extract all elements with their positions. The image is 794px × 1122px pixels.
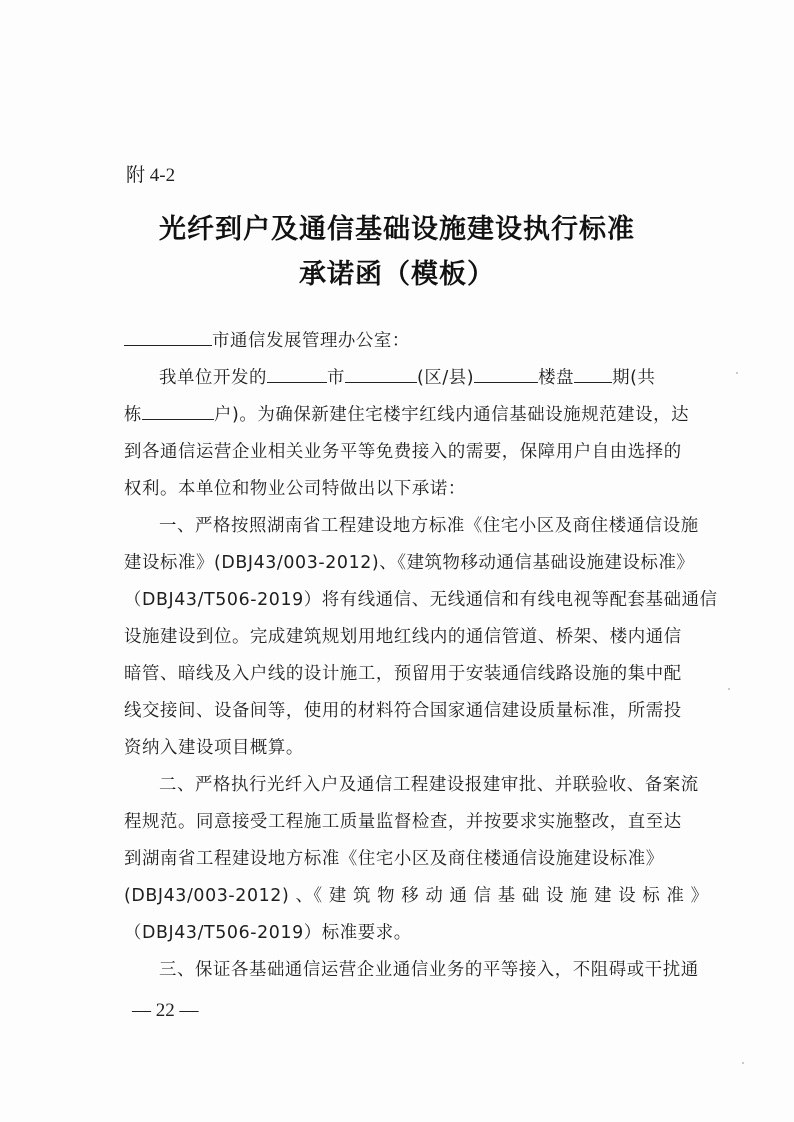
building-count-blank[interactable] (142, 399, 214, 420)
intro-text: 楼盘 (538, 368, 575, 388)
clause3-line: 三、保证各基础通信运营企业通信业务的平等接入，不阻碍或干扰通 (159, 960, 699, 980)
city-name-blank[interactable] (267, 362, 327, 383)
intro-line-4: 权利。本单位和物业公司特做出以下承诺： (124, 479, 466, 499)
document-title: 光纤到户及通信基础设施建设执行标准 (159, 214, 635, 245)
intro-line-1 (124, 360, 702, 397)
addressee-text: 市通信发展管理办公室： (212, 331, 410, 351)
intro-text: (区/县) (416, 368, 475, 388)
intro-text: 期(共 (612, 368, 656, 388)
clause1-line: 建设标准》(DBJ43/003-2012)、《建筑物移动通信基础设施建设标准》 (124, 553, 695, 573)
clause1-line: 资纳入建设项目概算。 (124, 738, 304, 758)
scan-speck (728, 688, 730, 690)
scan-speck (736, 372, 738, 374)
intro-text: 户)。为确保新建住宅楼宇红线内通信基础设施规范建设，达 (214, 405, 690, 425)
attachment-label: 附 4-2 (126, 165, 176, 186)
addressee-line (124, 323, 702, 360)
clause2-line: 到湖南省工程建设地方标准《住宅小区及商住楼通信设施建设标准》 (124, 849, 664, 869)
clause1-line: 暗管、暗线及入户线的设计施工，预留用于安装通信线路设施的集中配 (124, 664, 682, 684)
document-subtitle: 承诺函（模板） (299, 259, 495, 290)
clause1-line: 一、严格按照湖南省工程建设地方标准《住宅小区及商住楼通信设施 (159, 516, 699, 536)
clause1-line: 设施建设到位。完成建筑规划用地红线内的通信管道、桥架、楼内通信 (124, 627, 682, 647)
clause1-line: （DBJ43/T506-2019）将有线通信、无线通信和有线电视等配套基础通信 (124, 590, 718, 610)
intro-text: 我单位开发的 (159, 368, 267, 388)
clause2-line: 二、严格执行光纤入户及通信工程建设报建审批、并联验收、备案流 (159, 775, 699, 795)
clause1-line: 线交接间、设备间等，使用的材料符合国家通信建设质量标准，所需投 (124, 701, 682, 721)
intro-line-2 (124, 397, 702, 434)
estate-blank[interactable] (474, 362, 538, 383)
intro-text: 栋 (124, 405, 142, 425)
district-blank[interactable] (345, 362, 417, 383)
clause2-line: (DBJ43/003-2012) 、《 建 筑 物 移 动 通 信 基 础 设 施 建 设 标 准 》 (124, 886, 709, 906)
intro-text: 市 (326, 368, 345, 388)
clause2-line: （DBJ43/T506-2019）标准要求。 (124, 923, 412, 943)
scan-speck (742, 1062, 744, 1064)
letter-body (124, 323, 718, 989)
city-blank[interactable] (124, 325, 212, 346)
intro-line-3: 到各通信运营企业相关业务平等免费接入的需要，保障用户自由选择的 (124, 442, 682, 462)
phase-blank[interactable] (574, 362, 612, 383)
page-number: — 22 — (132, 1000, 199, 1021)
clause2-line: 程规范。同意接受工程施工质量监督检查，并按要求实施整改，直至达 (124, 812, 682, 832)
